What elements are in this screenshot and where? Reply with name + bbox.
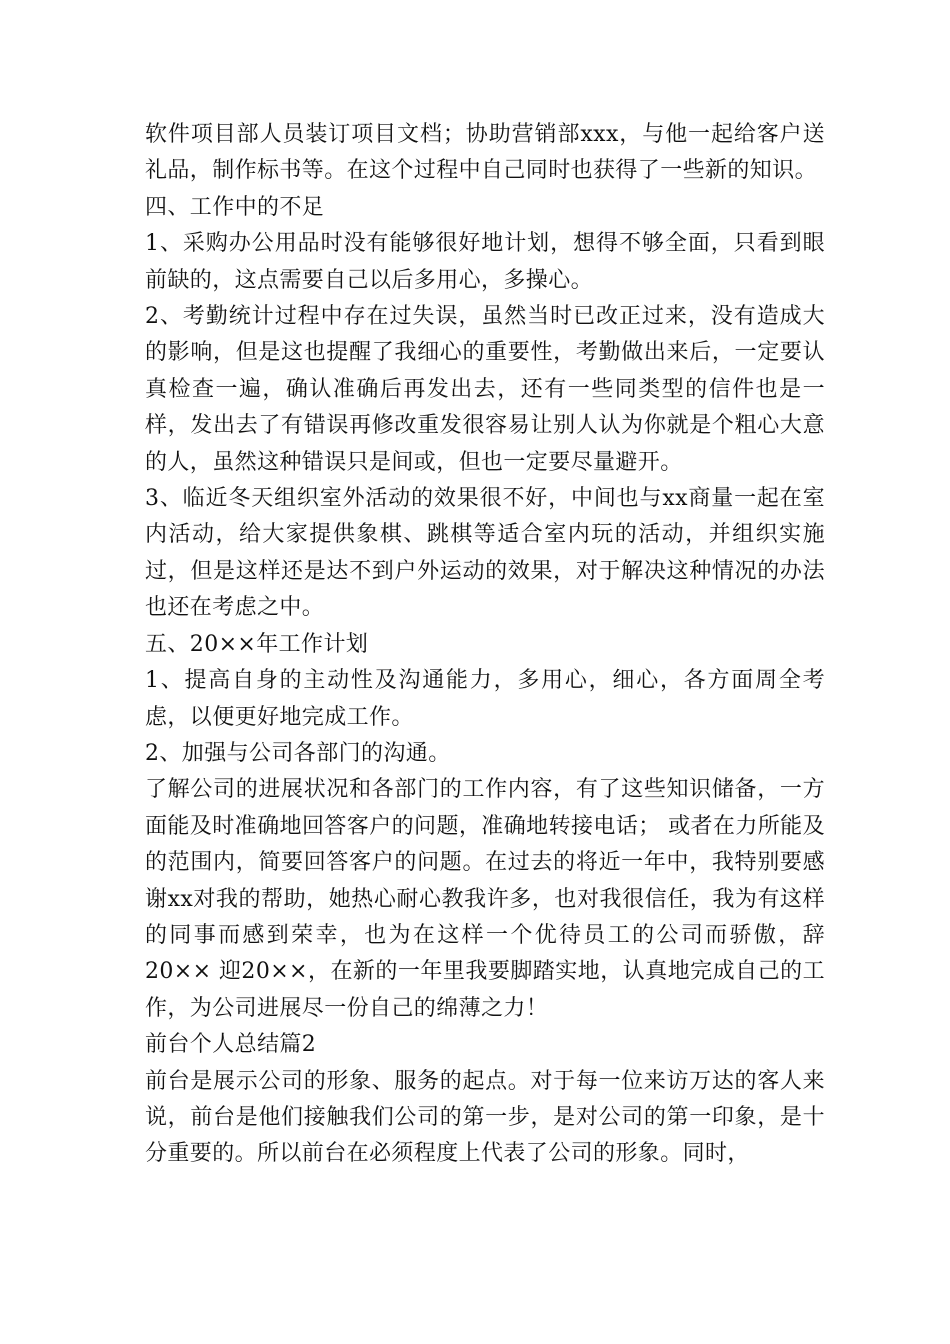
paragraph-shortcoming-3: 3、临近冬天组织室外活动的效果很不好，中间也与xx商量一起在室内活动，给大家提供象棋、跳棋等适合室内玩的活动，并组织实施过，但是这样还是达不到户外运动的效果，对于解决这种情况的办法也还在考虑之中。 — [145, 486, 825, 621]
paragraph-tasks-continued: 软件项目部人员装订项目文档；协助营销部xxx，与他一起给客户送礼品，制作标书等。在这个过程中自己同时也获得了一些新的知识。 — [145, 122, 825, 184]
paragraph-plan-details: 了解公司的进展状况和各部门的工作内容，有了这些知识储备，一方面能及时准确地回答客户的问题，准确地转接电话； 或者在力所能及的范围内，简要回答客户的问题。在过去的将近一年中，我特别要感谢xx对我的帮助，她热心耐心教我许多，也对我很信任，我为有这样的同事而感到荣幸，也为在这样一个优待员工的公司而骄傲，辞20×× 迎20××，在新的一年里我要脚踏实地，认真地完成自己的工作，为公司进展尽一份自己的绵薄之力！ — [145, 777, 825, 1021]
section-heading-work-plan: 五、20××年工作计划 — [145, 631, 369, 657]
article-heading-part-2: 前台个人总结篇2 — [145, 1032, 317, 1058]
paragraph-plan-1: 1、提高自身的主动性及沟通能力，多用心，细心，各方面周全考虑，以便更好地完成工作。 — [145, 668, 825, 730]
paragraph-reception-intro: 前台是展示公司的形象、服务的起点。对于每一位来访万达的客人来说，前台是他们接触我们公司的第一步，是对公司的第一印象，是十分重要的。所以前台在必须程度上代表了公司的形象。同时， — [145, 1068, 825, 1167]
paragraph-plan-2: 2、加强与公司各部门的沟通。 — [145, 740, 451, 766]
section-heading-shortcomings: 四、工作中的不足 — [145, 194, 325, 220]
paragraph-shortcoming-1: 1、采购办公用品时没有能够很好地计划，想得不够全面，只看到眼前缺的，这点需要自己以后多用心，多操心。 — [145, 231, 825, 293]
paragraph-shortcoming-2: 2、考勤统计过程中存在过失误，虽然当时已改正过来，没有造成大的影响，但是这也提醒了我细心的重要性，考勤做出来后，一定要认真检查一遍，确认准确后再发出去，还有一些同类型的信件也是一样，发出去了有错误再修改重发很容易让别人认为你就是个粗心大意的人，虽然这种错误只是间或，但也一定要尽量避开。 — [145, 304, 825, 475]
document-page — [145, 117, 825, 1173]
